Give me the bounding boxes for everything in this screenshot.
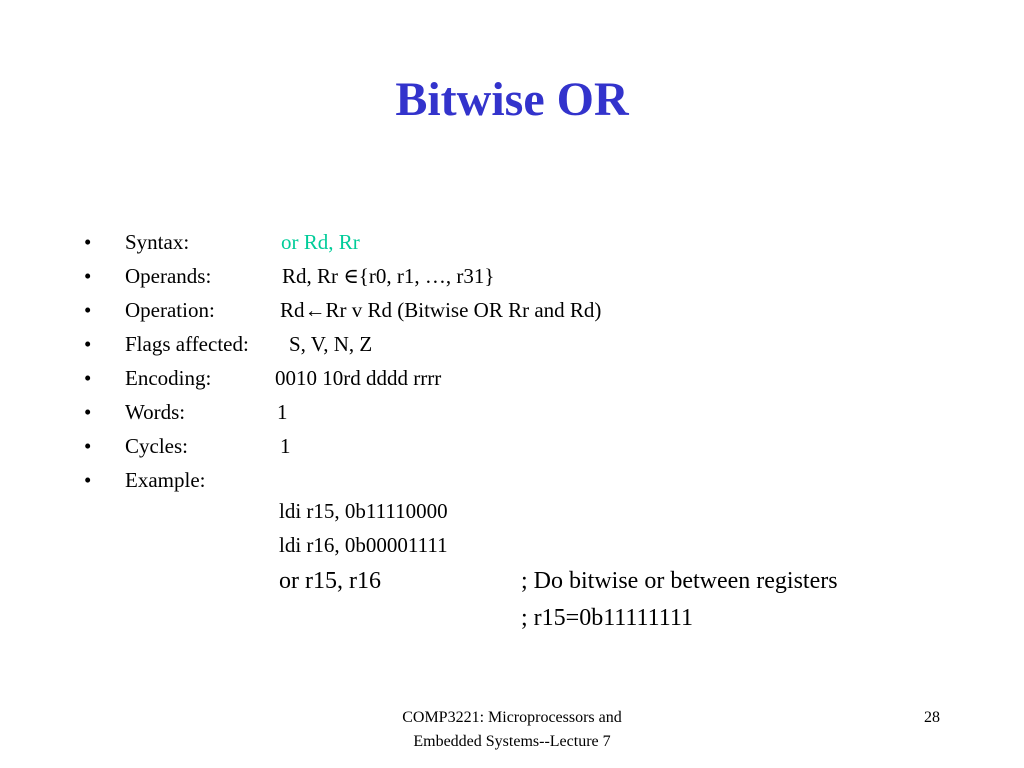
operation-value: Rd←Rr v Rd (Bitwise OR Rr and Rd) (280, 298, 602, 322)
bullet-icon: • (84, 230, 92, 254)
bullet-label: Operation: (125, 298, 215, 322)
bullet-flags (84, 328, 984, 362)
example-code-line-1: ldi r15, 0b11110000 (279, 499, 448, 523)
bullet-label: Cycles: (125, 434, 188, 458)
bullet-label: Example: (125, 468, 206, 492)
bullet-icon: • (84, 298, 92, 322)
bullet-label: Flags affected: (125, 332, 249, 356)
footer-course-line-2: Embedded Systems--Lecture 7 (413, 733, 611, 750)
footer-course-line-1: COMP3221: Microprocessors and (402, 709, 622, 726)
bullet-words (84, 396, 984, 430)
bullet-icon: • (84, 366, 92, 390)
bullet-icon: • (84, 332, 92, 356)
bullet-label: Syntax: (125, 230, 190, 254)
bullet-icon: • (84, 468, 92, 492)
bullet-label: Operands: (125, 264, 212, 288)
words-value: 1 (277, 400, 288, 424)
example-code-line-2: ldi r16, 0b00001111 (279, 533, 448, 557)
bullet-cycles (84, 430, 984, 464)
encoding-value: 0010 10rd dddd rrrr (275, 366, 442, 390)
bullet-encoding (84, 362, 984, 396)
operands-value: Rd, Rr ∈{r0, r1, …, r31} (282, 264, 495, 288)
bullet-syntax (84, 226, 984, 260)
flags-value: S, V, N, Z (289, 332, 373, 356)
footer-course (362, 706, 662, 754)
example-code-comment-1: ; Do bitwise or between registers (521, 568, 838, 594)
bullet-icon: • (84, 434, 92, 458)
bullet-label: Words: (125, 400, 186, 424)
bullet-list (84, 226, 984, 498)
example-code-line-3: or r15, r16 (279, 568, 381, 594)
bullet-operation (84, 294, 984, 328)
cycles-value: 1 (280, 434, 291, 458)
example-code-comment-2: ; r15=0b11111111 (521, 605, 693, 631)
bullet-operands (84, 260, 984, 294)
syntax-value: or Rd, Rr (281, 230, 360, 254)
slide-title: Bitwise OR (395, 73, 629, 126)
bullet-example (84, 464, 984, 498)
bullet-icon: • (84, 264, 92, 288)
bullet-label: Encoding: (125, 366, 212, 390)
page-number: 28 (924, 709, 940, 726)
bullet-icon: • (84, 400, 92, 424)
